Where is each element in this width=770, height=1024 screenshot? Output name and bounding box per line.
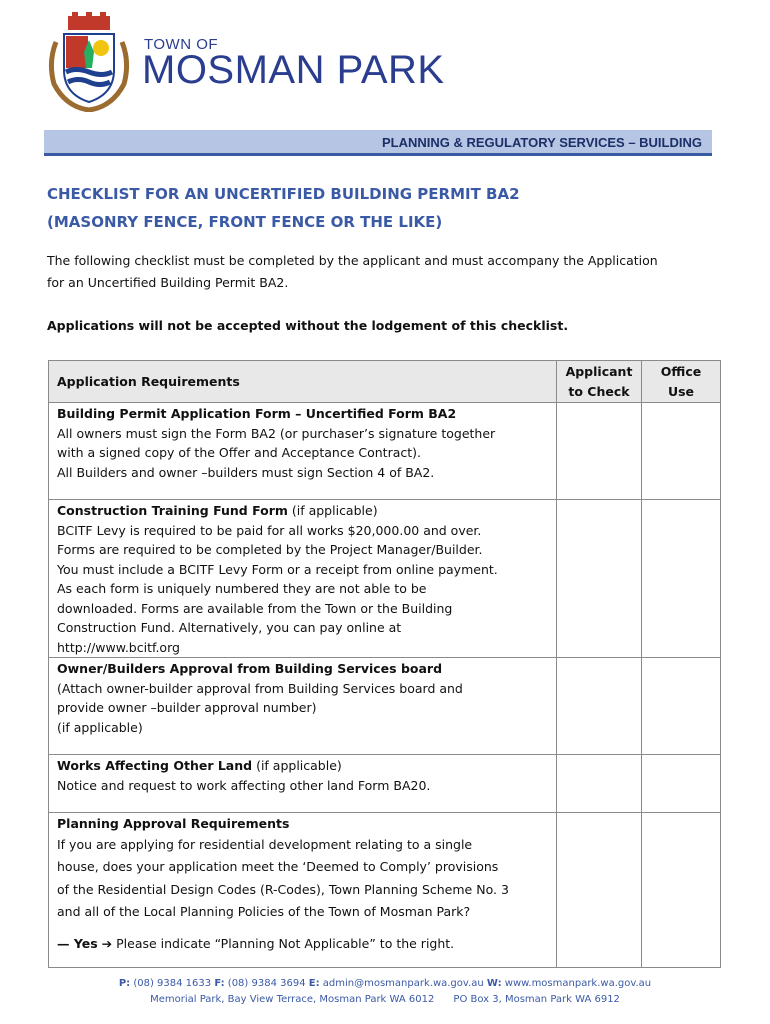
- office-use-cell: [642, 403, 721, 500]
- intro-line-1: The following checklist must be completed by the applicant and must accompany the Application: [47, 253, 658, 268]
- bcitf-link[interactable]: http://www.bcitf.org: [57, 639, 180, 655]
- office-use-cell: [642, 755, 721, 813]
- table-row: [49, 813, 721, 968]
- logo-town-of: TOWN OF: [144, 36, 219, 53]
- applicant-check-cell[interactable]: [557, 403, 642, 500]
- row-text: As each form is uniquely numbered they are not able to be: [57, 581, 427, 596]
- title-line-1: CHECKLIST FOR AN UNCERTIFIED BUILDING PERMIT BA2: [47, 185, 520, 203]
- row-text: provide owner –builder approval number): [57, 700, 317, 715]
- office-use-cell: [642, 658, 721, 755]
- website-link[interactable]: www.mosmanpark.wa.gov.au: [501, 978, 652, 989]
- title-line-2: (MASONRY FENCE, FRONT FENCE OR THE LIKE): [47, 213, 443, 231]
- row-text: Forms are required to be completed by the Project Manager/Builder.: [57, 542, 483, 557]
- row-heading-suffix: (if applicable): [287, 503, 378, 518]
- row-heading: Building Permit Application Form – Uncertified Form BA2: [57, 406, 457, 421]
- row-heading-suffix: (if applicable): [252, 758, 342, 773]
- applicant-check-cell[interactable]: [557, 500, 642, 658]
- row-text: Notice and request to work affecting other land Form BA20.: [57, 777, 431, 793]
- table-row: [49, 500, 721, 658]
- office-use-cell: [642, 500, 721, 658]
- applicant-check-cell[interactable]: [557, 813, 642, 968]
- requirement-owner-builder-approval: [49, 658, 557, 755]
- lodgement-warning: Applications will not be accepted without the lodgement of this checklist.: [47, 318, 569, 333]
- row-text: downloaded. Forms are available from the Town or the Building: [57, 600, 453, 616]
- row-text: Construction Fund. Alternatively, you can pay online at: [57, 620, 402, 635]
- town-crest-logo: [46, 12, 132, 112]
- row-text: You must include a BCITF Levy Form or a receipt from online payment.: [57, 561, 498, 577]
- applicant-check-cell[interactable]: [557, 658, 642, 755]
- yes-instruction: Please indicate “Planning Not Applicable” to the right.: [112, 935, 455, 951]
- fax-value: (08) 9384 3694: [224, 978, 309, 989]
- row-heading: Owner/Builders Approval from Building Services board: [57, 661, 443, 676]
- requirement-bcitf-form: [49, 500, 557, 658]
- intro-paragraph: [47, 250, 727, 294]
- header-office-line2: Use: [667, 383, 695, 399]
- yes-option: [57, 934, 548, 954]
- header-applicant-line1: Applicant: [565, 364, 633, 379]
- table-row: [49, 755, 721, 813]
- row-text: (Attach owner-builder approval from Building Services board and: [57, 680, 463, 696]
- requirement-works-other-land: [49, 755, 557, 813]
- intro-line-2: for an Uncertified Building Permit BA2.: [47, 275, 289, 290]
- applicant-check-cell[interactable]: [557, 755, 642, 813]
- table-row: [49, 658, 721, 755]
- footer-address: Memorial Park, Bay View Terrace, Mosman Park WA 6012 PO Box 3, Mosman Park WA 6912: [150, 994, 620, 1005]
- checklist-table: [48, 360, 721, 968]
- phone-label: P:: [118, 978, 131, 989]
- row-text: BCITF Levy is required to be paid for all works $20,000.00 and over.: [57, 522, 482, 538]
- header-office-line1: Office: [660, 364, 702, 379]
- document-title: [47, 180, 520, 236]
- table-row: [49, 403, 721, 500]
- email-link[interactable]: admin@mosmanpark.wa.gov.au: [319, 978, 487, 989]
- row-text: of the Residential Design Codes (R-Codes), Town Planning Scheme No. 3: [57, 881, 509, 897]
- row-text: house, does your application meet the ‘Deemed to Comply’ provisions: [57, 859, 499, 874]
- website-label: W:: [486, 978, 502, 989]
- arrow-right-icon: ➔: [101, 935, 113, 951]
- row-heading: Construction Training Fund Form: [57, 503, 288, 518]
- fax-label: F:: [214, 978, 225, 989]
- row-text: and all of the Local Planning Policies of the Town of Mosman Park?: [57, 904, 471, 919]
- row-heading: Works Affecting Other Land: [57, 758, 253, 773]
- row-text: with a signed copy of the Offer and Acceptance Contract).: [57, 445, 421, 460]
- email-label: E:: [308, 978, 320, 989]
- requirement-ba2-form: [49, 403, 557, 500]
- header-office-use: [642, 361, 721, 403]
- logo-mosman-park: MOSMAN PARK: [142, 48, 445, 92]
- row-text: All owners must sign the Form BA2 (or purchaser’s signature together: [57, 425, 496, 441]
- banner-text: PLANNING & REGULATORY SERVICES – BUILDING: [382, 135, 702, 150]
- header-application-requirements: Application Requirements: [49, 361, 557, 403]
- footer-contact: [0, 978, 770, 989]
- row-heading: Planning Approval Requirements: [57, 816, 290, 831]
- row-text: If you are applying for residential development relating to a single: [57, 836, 473, 852]
- requirement-planning-approval: [49, 813, 557, 968]
- row-heading-line: [57, 756, 548, 776]
- department-banner: [44, 130, 712, 156]
- phone-value: (08) 9384 1633: [130, 978, 215, 989]
- row-text: All Builders and owner –builders must sign Section 4 of BA2.: [57, 464, 435, 480]
- yes-label: — Yes: [57, 935, 98, 951]
- header-applicant-line2: to Check: [568, 383, 630, 399]
- office-use-cell: [642, 813, 721, 968]
- row-heading-line: [57, 501, 548, 521]
- table-header-row: [49, 361, 721, 403]
- row-text: (if applicable): [57, 719, 143, 735]
- header-applicant-to-check: [557, 361, 642, 403]
